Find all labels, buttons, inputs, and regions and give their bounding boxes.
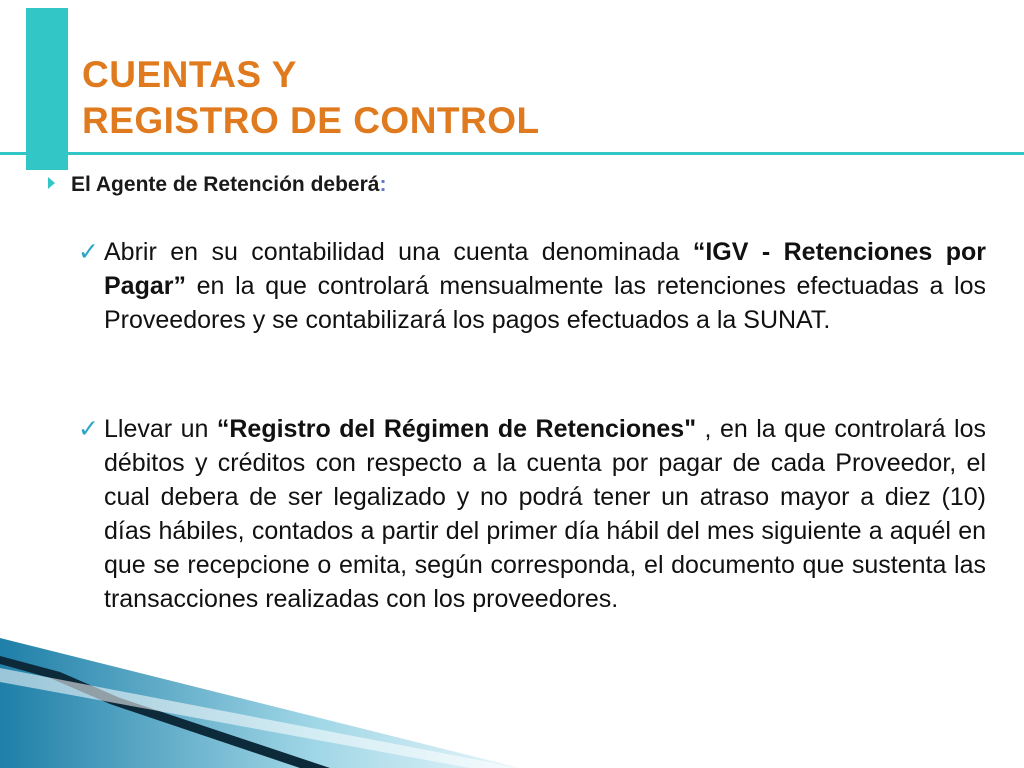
level1-text: El Agente de Retención deberá — [71, 173, 380, 196]
accent-line — [0, 152, 1024, 155]
check-item-2-text — [104, 412, 986, 616]
check-item-1-text — [104, 235, 986, 337]
item2-post: , en la que controlará los débitos y créditos con respecto a la cuenta por pagar de cada Proveedor, el cual debera de ser legalizado y no podrá tener un atraso mayor a diez (10) días hábiles, contados a partir del primer día hábil del mes siguiente a aquél en que se recepcione o emita, según corresponda, el documento que sustenta las transacciones realizadas con los proveedores. — [104, 415, 986, 613]
item2-bold: “Registro del Régimen de Retenciones" — [216, 415, 697, 443]
corner-decoration — [0, 638, 520, 768]
check-item-1 — [78, 235, 986, 337]
slide-title — [82, 52, 540, 144]
title-line-2: REGISTRO DE CONTROL — [82, 100, 540, 141]
item1-bold: “IGV - Retenciones por Pagar” — [104, 238, 986, 300]
title-line-1: CUENTAS Y — [82, 54, 297, 95]
accent-bar — [26, 8, 68, 170]
level1-bullet — [48, 173, 386, 197]
check-item-2 — [78, 412, 986, 616]
level1-colon: : — [379, 173, 387, 196]
item1-pre: Abrir en su contabilidad una cuenta denominada — [104, 238, 693, 266]
triangle-right-icon — [48, 177, 55, 189]
item1-post: en la que controlará mensualmente las retenciones efectuadas a los Proveedores y se contabilizará los pagos efectuados a la SUNAT. — [104, 272, 986, 334]
checkmark-icon: ✓ — [78, 237, 99, 266]
checkmark-icon: ✓ — [78, 414, 99, 443]
item2-pre: Llevar un — [104, 415, 217, 443]
